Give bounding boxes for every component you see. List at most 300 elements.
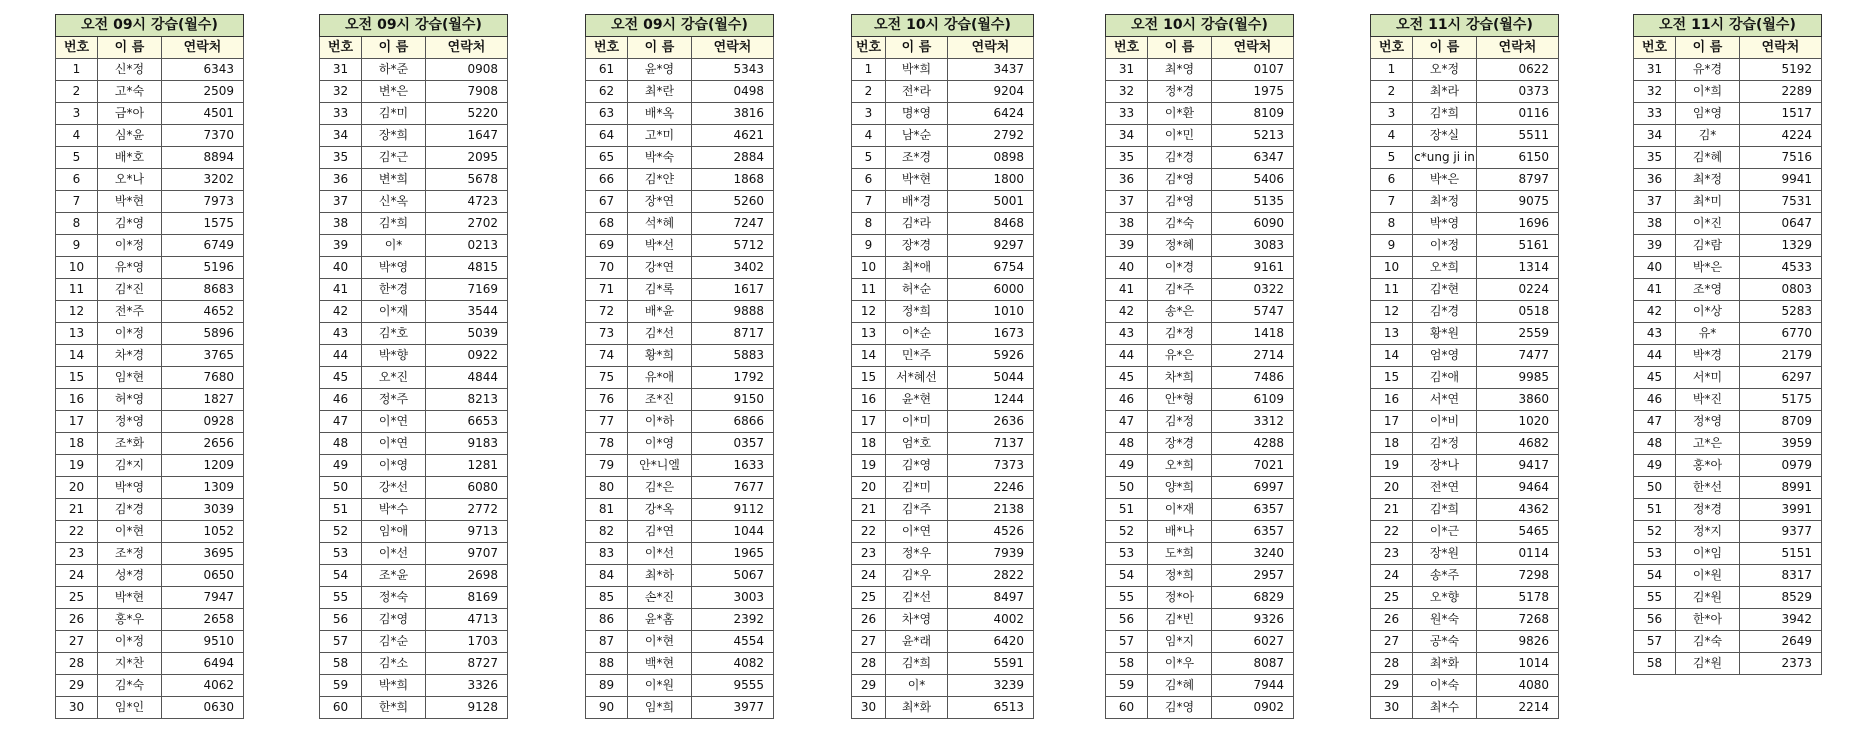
table-row [56,235,244,257]
table-row [56,587,244,609]
table-row [586,59,774,81]
member-name: 유*경 [1676,59,1740,81]
phone-last4: 0373 [1477,81,1559,103]
header-number: 번호 [56,37,98,59]
row-number: 10 [1371,257,1413,279]
table-title: 오전 09시 강습(월수) [56,15,244,37]
member-name: 정*혜 [1148,235,1212,257]
table-row [1106,323,1294,345]
row-number: 44 [1634,345,1676,367]
row-number: 31 [1106,59,1148,81]
row-number: 49 [1634,455,1676,477]
roster-table-5 [1105,14,1294,719]
table-row [1634,653,1822,675]
phone-last4: 2822 [948,565,1034,587]
row-number: 29 [1371,675,1413,697]
table-row [1371,81,1559,103]
row-number: 17 [56,411,98,433]
table-row [56,543,244,565]
row-number: 26 [56,609,98,631]
table-row [320,455,508,477]
member-name: 양*희 [1148,477,1212,499]
header-number: 번호 [1371,37,1413,59]
member-name: 김*라 [886,213,948,235]
phone-last4: 2509 [162,81,244,103]
row-number: 59 [1106,675,1148,697]
row-number: 47 [1106,411,1148,433]
table-row [320,389,508,411]
row-number: 73 [586,323,628,345]
member-name: 정*영 [1676,411,1740,433]
phone-last4: 6420 [948,631,1034,653]
roster-table-4 [851,14,1034,719]
table-row [586,697,774,719]
table-row [1106,675,1294,697]
row-number: 89 [586,675,628,697]
row-number: 42 [320,301,362,323]
member-name: 김*현 [1413,279,1477,301]
member-name: 유* [1676,323,1740,345]
phone-last4: 5926 [948,345,1034,367]
phone-last4: 5465 [1477,521,1559,543]
phone-last4: 4713 [426,609,508,631]
member-name: 임*현 [98,367,162,389]
row-number: 72 [586,301,628,323]
header-phone: 연락처 [692,37,774,59]
phone-last4: 0224 [1477,279,1559,301]
table-row [56,191,244,213]
member-name: 김*빈 [1148,609,1212,631]
table-row [1371,521,1559,543]
table-title: 오전 11시 강습(월수) [1371,15,1559,37]
table-row [852,191,1034,213]
member-name: 오*나 [98,169,162,191]
table-row [56,345,244,367]
table-row [1371,279,1559,301]
member-name: 이*정 [98,235,162,257]
table-row [1371,697,1559,719]
phone-last4: 1281 [426,455,508,477]
phone-last4: 7531 [1740,191,1822,213]
member-name: 임*애 [362,521,426,543]
member-name: 심*윤 [98,125,162,147]
member-name: 김*우 [886,565,948,587]
table-row [1634,345,1822,367]
row-number: 8 [1371,213,1413,235]
table-row [320,631,508,653]
member-name: c*ung ji in [1413,147,1477,169]
table-row [1371,543,1559,565]
member-name: 한*선 [1676,477,1740,499]
member-name: 오*향 [1413,587,1477,609]
table-row [1634,521,1822,543]
phone-last4: 3437 [948,59,1034,81]
member-name: 김*숙 [98,675,162,697]
member-name: 강*연 [628,257,692,279]
phone-last4: 2373 [1740,653,1822,675]
member-name: 박*은 [1413,169,1477,191]
row-number: 9 [56,235,98,257]
member-name: 이*재 [1148,499,1212,521]
phone-last4: 5039 [426,323,508,345]
phone-last4: 8109 [1212,103,1294,125]
header-number: 번호 [320,37,362,59]
table-row [586,653,774,675]
phone-last4: 1868 [692,169,774,191]
phone-last4: 1044 [692,521,774,543]
member-name: 장*경 [886,235,948,257]
member-name: 변*희 [362,169,426,191]
row-number: 66 [586,169,628,191]
member-name: 전*연 [1413,477,1477,499]
member-name: 전*주 [98,301,162,323]
phone-last4: 8683 [162,279,244,301]
row-number: 50 [1106,477,1148,499]
row-number: 5 [852,147,886,169]
table-row [586,147,774,169]
phone-last4: 2698 [426,565,508,587]
member-name: 하*준 [362,59,426,81]
member-name: 홍*아 [1676,455,1740,477]
row-number: 19 [1371,455,1413,477]
phone-last4: 6080 [426,477,508,499]
table-row [1634,433,1822,455]
phone-last4: 3083 [1212,235,1294,257]
table-row [1106,345,1294,367]
phone-last4: 3765 [162,345,244,367]
table-row [586,433,774,455]
row-number: 4 [1371,125,1413,147]
phone-last4: 6357 [1212,499,1294,521]
member-name: 김*근 [362,147,426,169]
member-name: 김*미 [886,477,948,499]
row-number: 20 [852,477,886,499]
phone-last4: 4082 [692,653,774,675]
row-number: 9 [1371,235,1413,257]
member-name: 장*연 [628,191,692,213]
header-phone: 연락처 [948,37,1034,59]
member-name: 김*정 [1148,323,1212,345]
phone-last4: 5192 [1740,59,1822,81]
phone-last4: 6749 [162,235,244,257]
row-number: 88 [586,653,628,675]
member-name: 남*순 [886,125,948,147]
table-row [1634,565,1822,587]
row-number: 12 [1371,301,1413,323]
row-number: 12 [852,301,886,323]
member-name: 서*혜선 [886,367,948,389]
table-row [852,169,1034,191]
table-row [1371,345,1559,367]
member-name: 김*희 [1413,103,1477,125]
member-name: 석*혜 [628,213,692,235]
phone-last4: 0518 [1477,301,1559,323]
phone-last4: 3942 [1740,609,1822,631]
phone-last4: 4002 [948,609,1034,631]
row-number: 1 [1371,59,1413,81]
table-row [1106,389,1294,411]
row-number: 27 [56,631,98,653]
row-number: 63 [586,103,628,125]
phone-last4: 9888 [692,301,774,323]
table-title: 오전 09시 강습(월수) [586,15,774,37]
table-row [320,521,508,543]
table-row [320,257,508,279]
row-number: 33 [1634,103,1676,125]
phone-last4: 7169 [426,279,508,301]
phone-last4: 9112 [692,499,774,521]
member-name: 유*은 [1148,345,1212,367]
member-name: 김*희 [362,213,426,235]
phone-last4: 4723 [426,191,508,213]
table-row [320,499,508,521]
member-name: 차*영 [886,609,948,631]
header-name: 이 름 [628,37,692,59]
table-row [586,81,774,103]
member-name: 장*실 [1413,125,1477,147]
row-number: 45 [1106,367,1148,389]
member-name: 황*희 [628,345,692,367]
row-number: 43 [1106,323,1148,345]
member-name: 김*영 [1148,191,1212,213]
phone-last4: 2289 [1740,81,1822,103]
phone-last4: 0630 [162,697,244,719]
member-name: 김*영 [1148,697,1212,719]
member-name: 이*정 [1413,235,1477,257]
row-number: 15 [1371,367,1413,389]
row-number: 42 [1106,301,1148,323]
table-row [1371,389,1559,411]
row-number: 25 [1371,587,1413,609]
phone-last4: 3402 [692,257,774,279]
phone-last4: 9075 [1477,191,1559,213]
member-name: 이*선 [628,543,692,565]
phone-last4: 6866 [692,411,774,433]
table-row [1106,235,1294,257]
phone-last4: 2214 [1477,697,1559,719]
row-number: 2 [1371,81,1413,103]
phone-last4: 6653 [426,411,508,433]
member-name: 윤*래 [886,631,948,653]
member-name: 홍*우 [98,609,162,631]
table-row [56,499,244,521]
table-row [586,565,774,587]
row-number: 22 [56,521,98,543]
table-row [56,697,244,719]
header-name: 이 름 [1148,37,1212,59]
row-number: 10 [852,257,886,279]
phone-last4: 7908 [426,81,508,103]
member-name: 김*람 [1676,235,1740,257]
row-number: 19 [852,455,886,477]
row-number: 1 [852,59,886,81]
table-row [1371,59,1559,81]
phone-last4: 9555 [692,675,774,697]
row-number: 16 [56,389,98,411]
table-row [1106,103,1294,125]
table-row [320,235,508,257]
table-row [852,213,1034,235]
phone-last4: 2636 [948,411,1034,433]
phone-last4: 4844 [426,367,508,389]
row-number: 24 [1371,565,1413,587]
phone-last4: 5678 [426,169,508,191]
row-number: 25 [852,587,886,609]
member-name: 이*정 [98,323,162,345]
table-row [586,477,774,499]
row-number: 79 [586,455,628,477]
table-row [320,125,508,147]
header-number: 번호 [1106,37,1148,59]
table-row [56,367,244,389]
row-number: 27 [852,631,886,653]
phone-last4: 0922 [426,345,508,367]
row-number: 59 [320,675,362,697]
row-number: 36 [320,169,362,191]
phone-last4: 0908 [426,59,508,81]
phone-last4: 7947 [162,587,244,609]
member-name: 이*순 [886,323,948,345]
phone-last4: 5220 [426,103,508,125]
table-row [586,169,774,191]
phone-last4: 8497 [948,587,1034,609]
member-name: 차*경 [98,345,162,367]
table-row [1634,367,1822,389]
table-row [320,411,508,433]
table-row [1371,257,1559,279]
row-number: 38 [320,213,362,235]
member-name: 김*진 [98,279,162,301]
member-name: 김*숙 [1148,213,1212,235]
row-number: 23 [852,543,886,565]
member-name: 정*아 [1148,587,1212,609]
member-name: 박*현 [886,169,948,191]
member-name: 배*나 [1148,521,1212,543]
phone-last4: 1975 [1212,81,1294,103]
row-number: 18 [852,433,886,455]
phone-last4: 3977 [692,697,774,719]
member-name: 박*영 [1413,213,1477,235]
phone-last4: 9150 [692,389,774,411]
phone-last4: 1792 [692,367,774,389]
row-number: 54 [1106,565,1148,587]
row-number: 9 [852,235,886,257]
table-row [852,257,1034,279]
header-phone: 연락처 [162,37,244,59]
phone-last4: 8468 [948,213,1034,235]
table-row [852,81,1034,103]
table-row [56,257,244,279]
phone-last4: 8087 [1212,653,1294,675]
row-number: 58 [1634,653,1676,675]
row-number: 48 [1106,433,1148,455]
phone-last4: 0803 [1740,279,1822,301]
table-row [1634,169,1822,191]
phone-last4: 1575 [162,213,244,235]
phone-last4: 4362 [1477,499,1559,521]
member-name: 한*아 [1676,609,1740,631]
row-number: 34 [1106,125,1148,147]
member-name: 박*수 [362,499,426,521]
phone-last4: 7677 [692,477,774,499]
table-row [1106,169,1294,191]
row-number: 68 [586,213,628,235]
member-name: 정*숙 [362,587,426,609]
member-name: 김*선 [628,323,692,345]
row-number: 58 [1106,653,1148,675]
row-number: 76 [586,389,628,411]
phone-last4: 3991 [1740,499,1822,521]
member-name: 배*윤 [628,301,692,323]
phone-last4: 4526 [948,521,1034,543]
table-row [56,213,244,235]
phone-last4: 1696 [1477,213,1559,235]
row-number: 13 [852,323,886,345]
table-row [586,345,774,367]
phone-last4: 8717 [692,323,774,345]
member-name: 장*원 [1413,543,1477,565]
phone-last4: 1010 [948,301,1034,323]
phone-last4: 4554 [692,631,774,653]
row-number: 7 [1371,191,1413,213]
member-name: 이*진 [1676,213,1740,235]
phone-last4: 7268 [1477,609,1559,631]
row-number: 31 [1634,59,1676,81]
table-row [1371,675,1559,697]
table-row [56,81,244,103]
member-name: 윤*홈 [628,609,692,631]
table-row [1106,191,1294,213]
row-number: 44 [320,345,362,367]
table-row [852,125,1034,147]
row-number: 65 [586,147,628,169]
member-name: 김*경 [98,499,162,521]
member-name: 이*상 [1676,301,1740,323]
row-number: 39 [1106,235,1148,257]
row-number: 31 [320,59,362,81]
header-name: 이 름 [1676,37,1740,59]
table-row [1106,477,1294,499]
table-row [586,587,774,609]
member-name: 김*혜 [1676,147,1740,169]
phone-last4: 6754 [948,257,1034,279]
table-row [586,103,774,125]
phone-last4: 2658 [162,609,244,631]
phone-last4: 1309 [162,477,244,499]
member-name: 배*경 [886,191,948,213]
table-row [852,455,1034,477]
phone-last4: 1673 [948,323,1034,345]
row-number: 5 [56,147,98,169]
member-name: 민*주 [886,345,948,367]
phone-last4: 0498 [692,81,774,103]
phone-last4: 5044 [948,367,1034,389]
member-name: 금*아 [98,103,162,125]
member-name: 최*미 [1676,191,1740,213]
member-name: 김*영 [886,455,948,477]
row-number: 51 [1106,499,1148,521]
row-number: 50 [320,477,362,499]
phone-last4: 7516 [1740,147,1822,169]
row-number: 80 [586,477,628,499]
member-name: 이*우 [1148,653,1212,675]
row-number: 69 [586,235,628,257]
phone-last4: 6829 [1212,587,1294,609]
row-number: 83 [586,543,628,565]
table-row [1634,389,1822,411]
phone-last4: 3326 [426,675,508,697]
table-row [1634,499,1822,521]
